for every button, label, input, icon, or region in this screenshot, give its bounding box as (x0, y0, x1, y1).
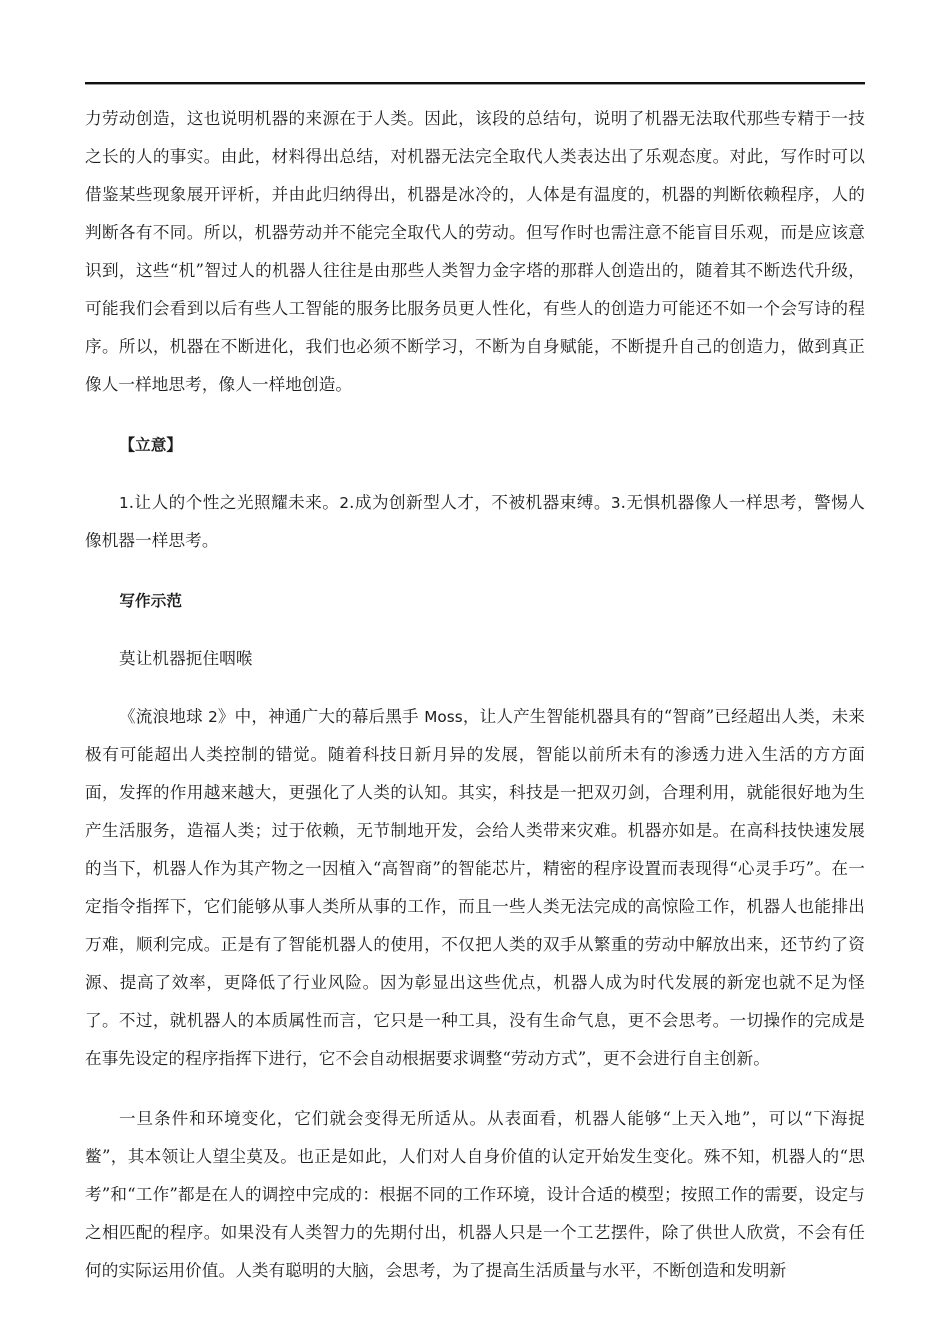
analysis-paragraph: 力劳动创造，这也说明机器的来源在于人类。因此，该段的总结句，说明了机器无法取代那些专精于一技之长的人的事实。由此，材料得出总结，对机器无法完全取代人类表达出了乐观态度。对此，写作时可以借鉴某些现象展开评析，并由此归纳得出，机器是冰冷的，人体是有温度的，机器的判断依赖程序，人的判断各有不同。所以，机器劳动并不能完全取代人的劳动。但写作时也需注意不能盲目乐观，而是应该意识到，这些“机”智过人的机器人往往是由那些人类智力金字塔的那群人创造出的，随着其不断迭代升级，可能我们会看到以后有些人工智能的服务比服务员更人性化，有些人的创造力可能还不如一个会写诗的程序。所以，机器在不断进化，我们也必须不断学习，不断为自身赋能，不断提升自己的创造力，做到真正像人一样地思考，像人一样地创造。 (85, 109, 865, 394)
spacer (85, 464, 865, 484)
document-body (85, 100, 865, 1290)
page-header (85, 0, 865, 84)
essay-paragraph-1: 《流浪地球 2》中，神通广大的幕后黑手 Moss，让人产生智能机器具有的“智商”已经超出人类，未来极有可能超出人类控制的错觉。随着科技日新月异的发展，智能以前所未有的渗透力进入生活的方方面面，发挥的作用越来越大，更强化了人类的认知。其实，科技是一把双刃剑，合理利用，就能很好地为生产生活服务，造福人类；过于依赖，无节制地开发，会给人类带来灾难。机器亦如是。在高科技快速发展的当下，机器人作为其产物之一因植入“高智商”的智能芯片，精密的程序设置而表现得“心灵手巧”。在一定指令指挥下，它们能够从事人类所从事的工作，而且一些人类无法完成的高惊险工作，机器人也能排出万难，顺利完成。正是有了智能机器人的使用，不仅把人类的双手从繁重的劳动中解放出来，还节约了资源、提高了效率，更降低了行业风险。因为彰显出这些优点，机器人成为时代发展的新宠也就不足为怪了。不过，就机器人的本质属性而言，它只是一种工具，没有生命气息，更不会思考。一切操作的完成是在事先设定的程序指挥下进行，它不会自动根据要求调整“劳动方式”，更不会进行自主创新。 (85, 707, 866, 1068)
spacer (85, 620, 865, 640)
liyi-list-paragraph: 1.让人的个性之光照耀未来。2.成为创新型人才，不被机器束缚。3.无惧机器像人一样思考，警惕人像机器一样思考。 (85, 493, 866, 550)
spacer (85, 678, 865, 698)
section-heading-xiezuoshifan: 写作示范 (119, 592, 183, 610)
spacer (85, 1078, 865, 1100)
spacer (85, 560, 865, 582)
essay-title: 莫让机器扼住咽喉 (119, 649, 253, 668)
spacer (85, 404, 865, 426)
section-heading-liyi: 【立意】 (119, 436, 183, 454)
header-divider-rule (85, 82, 865, 85)
essay-paragraph-2: 一旦条件和环境变化，它们就会变得无所适从。从表面看，机器人能够“上天入地”，可以“下海捉鳖”，其本领让人望尘莫及。也正是如此，人们对人自身价值的认定开始发生变化。殊不知，机器人的“思考”和“工作”都是在人的调控中完成的：根据不同的工作环境，设计合适的模型；按照工作的需要，设定与之相匹配的程序。如果没有人类智力的先期付出，机器人只是一个工艺摆件，除了供世人欣赏，不会有任何的实际运用价值。人类有聪明的大脑，会思考，为了提高生活质量与水平，不断创造和发明新 (85, 1109, 865, 1280)
